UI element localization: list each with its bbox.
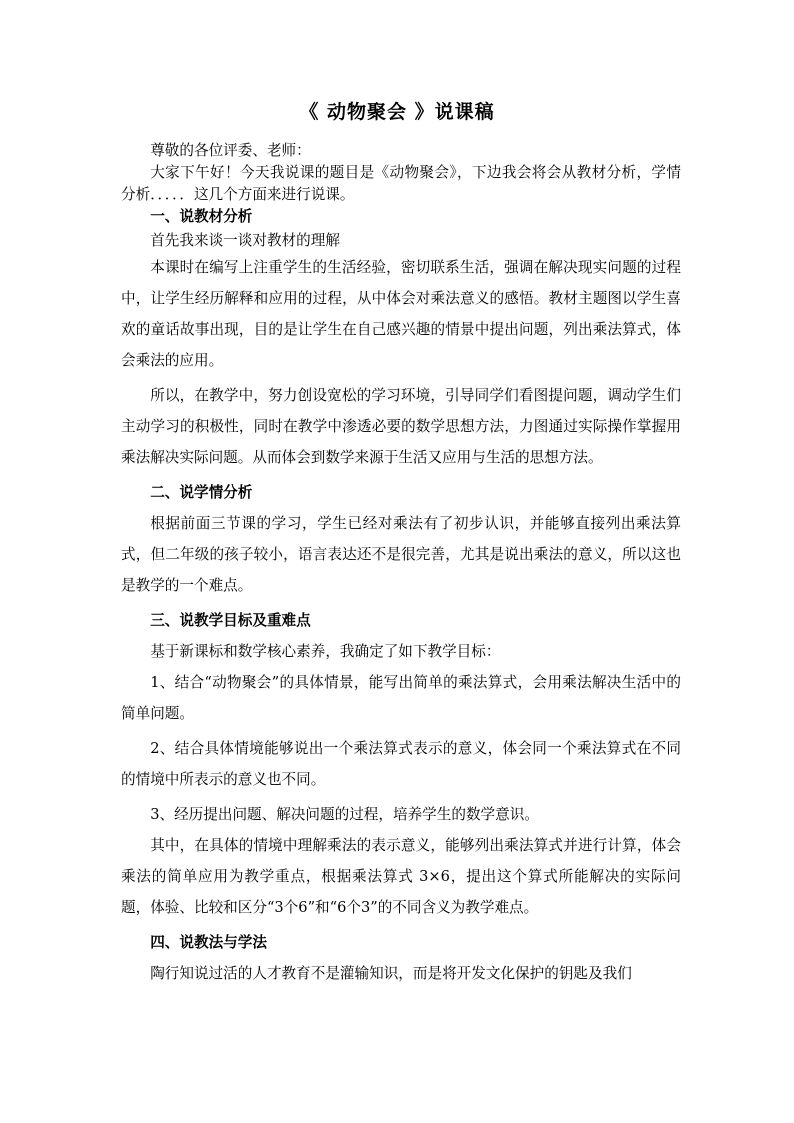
textbook-analysis-paragraph: 本课时在编写上注重学生的生活经验，密切联系生活，强调在解决现实问题的过程中，让学生经历解释和应用的过程，从中体会对乘法意义的感悟。教材主题图以学生喜欢的童话故事出现，目的是让学生在自己感兴趣的情景中提出问题，列出乘法算式，体会乘法的应用。 — [121, 259, 681, 369]
objectives-intro-paragraph: 基于新课标和数学核心素养，我确定了如下教学目标： — [150, 643, 501, 660]
objective-item-3: 3、经历提出问题、解决问题的过程，培养学生的数学意识。 — [150, 806, 539, 823]
greeting-paragraph: 尊敬的各位评委、老师： — [150, 142, 311, 159]
intro-paragraph: 大家下午好！今天我说课的题目是《动物聚会》，下边我会将会从教材分析，学情分析．．．．．这几个方面来进行说课。 — [121, 164, 681, 203]
student-analysis-paragraph: 根据前面三节课的学习，学生已经对乘法有了初步认识，并能够直接列出乘法算式，但二年级的孩子较小，语言表达还不是很完善，尤其是说出乘法的意义，所以这也是教学的一个难点。 — [121, 515, 681, 594]
section-heading-textbook-analysis: 一、说教材分析 — [150, 208, 253, 225]
textbook-intro-paragraph: 首先我来谈一谈对教材的理解 — [150, 232, 340, 249]
section-heading-methods: 四、说教法与学法 — [150, 934, 267, 951]
objective-item-1: 1、结合“动物聚会”的具体情景，能写出简单的乘法算式，会用乘法解决生活中的简单问题。 — [121, 674, 681, 722]
objective-item-2: 2、结合具体情境能够说出一个乘法算式表示的意义，体会同一个乘法算式在不同的情境中所表示的意义也不同。 — [121, 740, 681, 788]
document-title: 《 动物聚会 》说课稿 — [299, 101, 495, 123]
teaching-approach-paragraph: 所以，在教学中，努力创设宽松的学习环境，引导同学们看图提问题，调动学生们主动学习的积极性，同时在教学中渗透必要的数学思想方法，力图通过实际操作掌握用乘法解决实际问题。从而体会到数学来源于生活又应用与生活的思想方法。 — [121, 387, 681, 466]
section-heading-objectives: 三、说教学目标及重难点 — [150, 612, 311, 629]
document-body — [121, 140, 681, 989]
section-heading-student-analysis: 二、说学情分析 — [150, 484, 253, 501]
key-points-paragraph: 其中，在具体的情境中理解乘法的表示意义，能够列出乘法算式并进行计算，体会乘法的简单应用为教学重点，根据乘法算式 3×6，提出这个算式所能解决的实际问题，体验、比较和区分“3个6”和“6个3”的不同含义为教学难点。 — [121, 837, 681, 916]
methods-paragraph: 陶行知说过活的人才教育不是灌输知识，而是将开发文化保护的钥匙及我们 — [150, 965, 632, 982]
